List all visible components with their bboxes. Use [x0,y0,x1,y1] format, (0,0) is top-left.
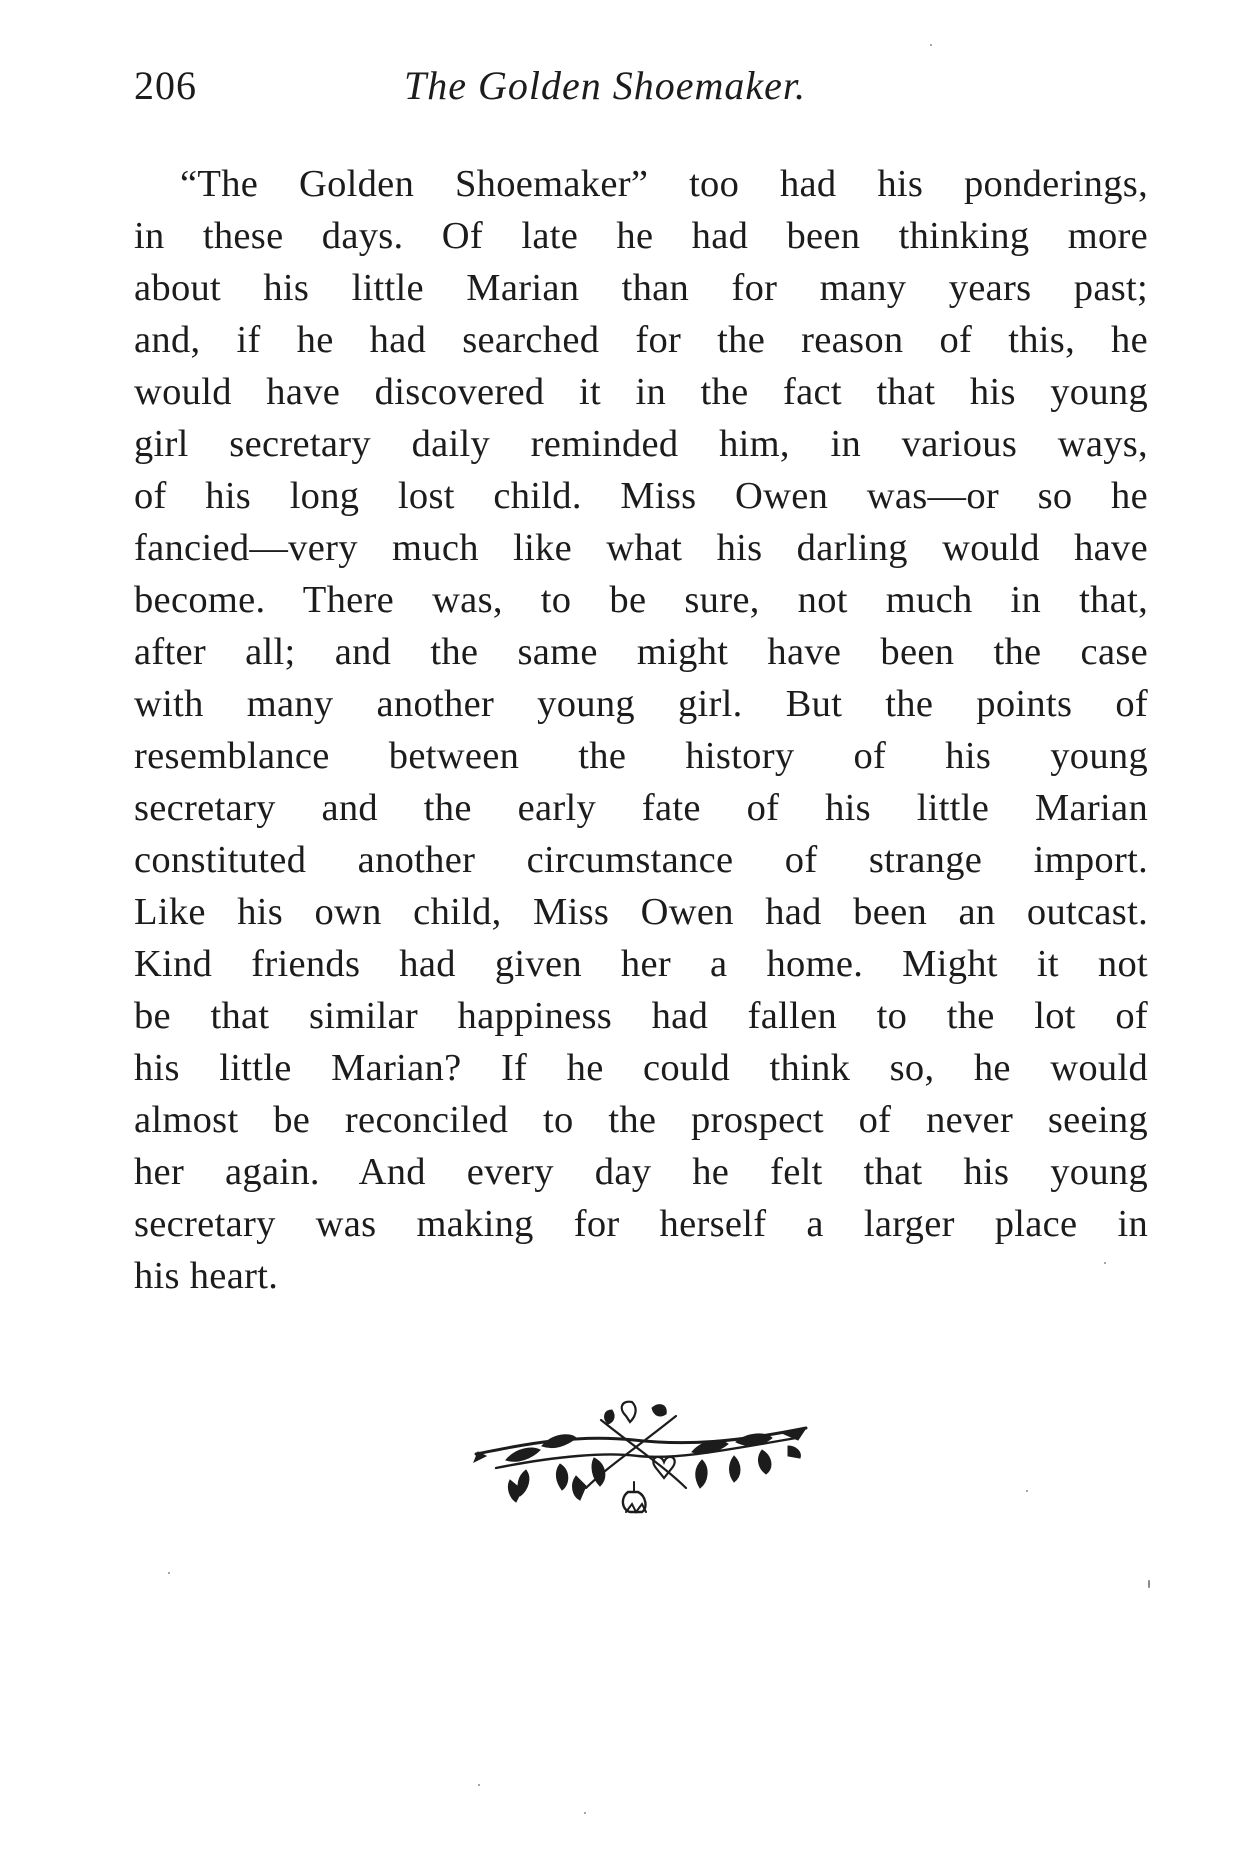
text-line: would have discovered it in the fact that his young [134,371,1148,413]
speck [930,44,932,46]
text-line: resemblance between the history of his young [134,735,1148,777]
text-line: become. There was, to be sure, not much in that, [134,579,1148,621]
text-line: with many another young girl. But the points of [134,683,1148,725]
speck [478,1784,480,1786]
text-line: in these days. Of late he had been thinking more [134,215,1148,257]
text-line: his little Marian? If he could think so, he would [134,1047,1148,1089]
floral-vignette-icon [466,1398,816,1516]
speck [1104,1262,1106,1264]
text-line: secretary was making for herself a larger place in [134,1203,1148,1245]
text-line: his heart. [134,1255,279,1297]
text-line: after all; and the same might have been the case [134,631,1148,673]
speck [1026,1490,1028,1492]
page-header [134,62,1148,122]
running-title: The Golden Shoemaker. [404,63,807,108]
page-number: 206 [134,63,197,108]
text-line: constituted another circumstance of strange import. [134,839,1148,881]
text-line: her again. And every day he felt that his young [134,1151,1148,1193]
text-line: Kind friends had given her a home. Might it not [134,943,1148,985]
text-line: almost be reconciled to the prospect of never seeing [134,1099,1148,1141]
speck [168,1572,170,1574]
text-line: “The Golden Shoemaker” too had his ponderings, [180,163,1148,205]
body-text [134,158,1148,1302]
speck [1148,1580,1150,1588]
speck [584,1812,586,1814]
text-line: Like his own child, Miss Owen had been an outcast. [134,891,1148,933]
text-line: girl secretary daily reminded him, in various ways, [134,423,1148,465]
text-line: fancied—very much like what his darling would have [134,527,1148,569]
text-line: secretary and the early fate of his little Marian [134,787,1148,829]
text-line: about his little Marian than for many years past; [134,267,1148,309]
text-line: of his long lost child. Miss Owen was—or so he [134,475,1148,517]
text-line: be that similar happiness had fallen to the lot of [134,995,1148,1037]
text-line: and, if he had searched for the reason of this, he [134,319,1148,361]
